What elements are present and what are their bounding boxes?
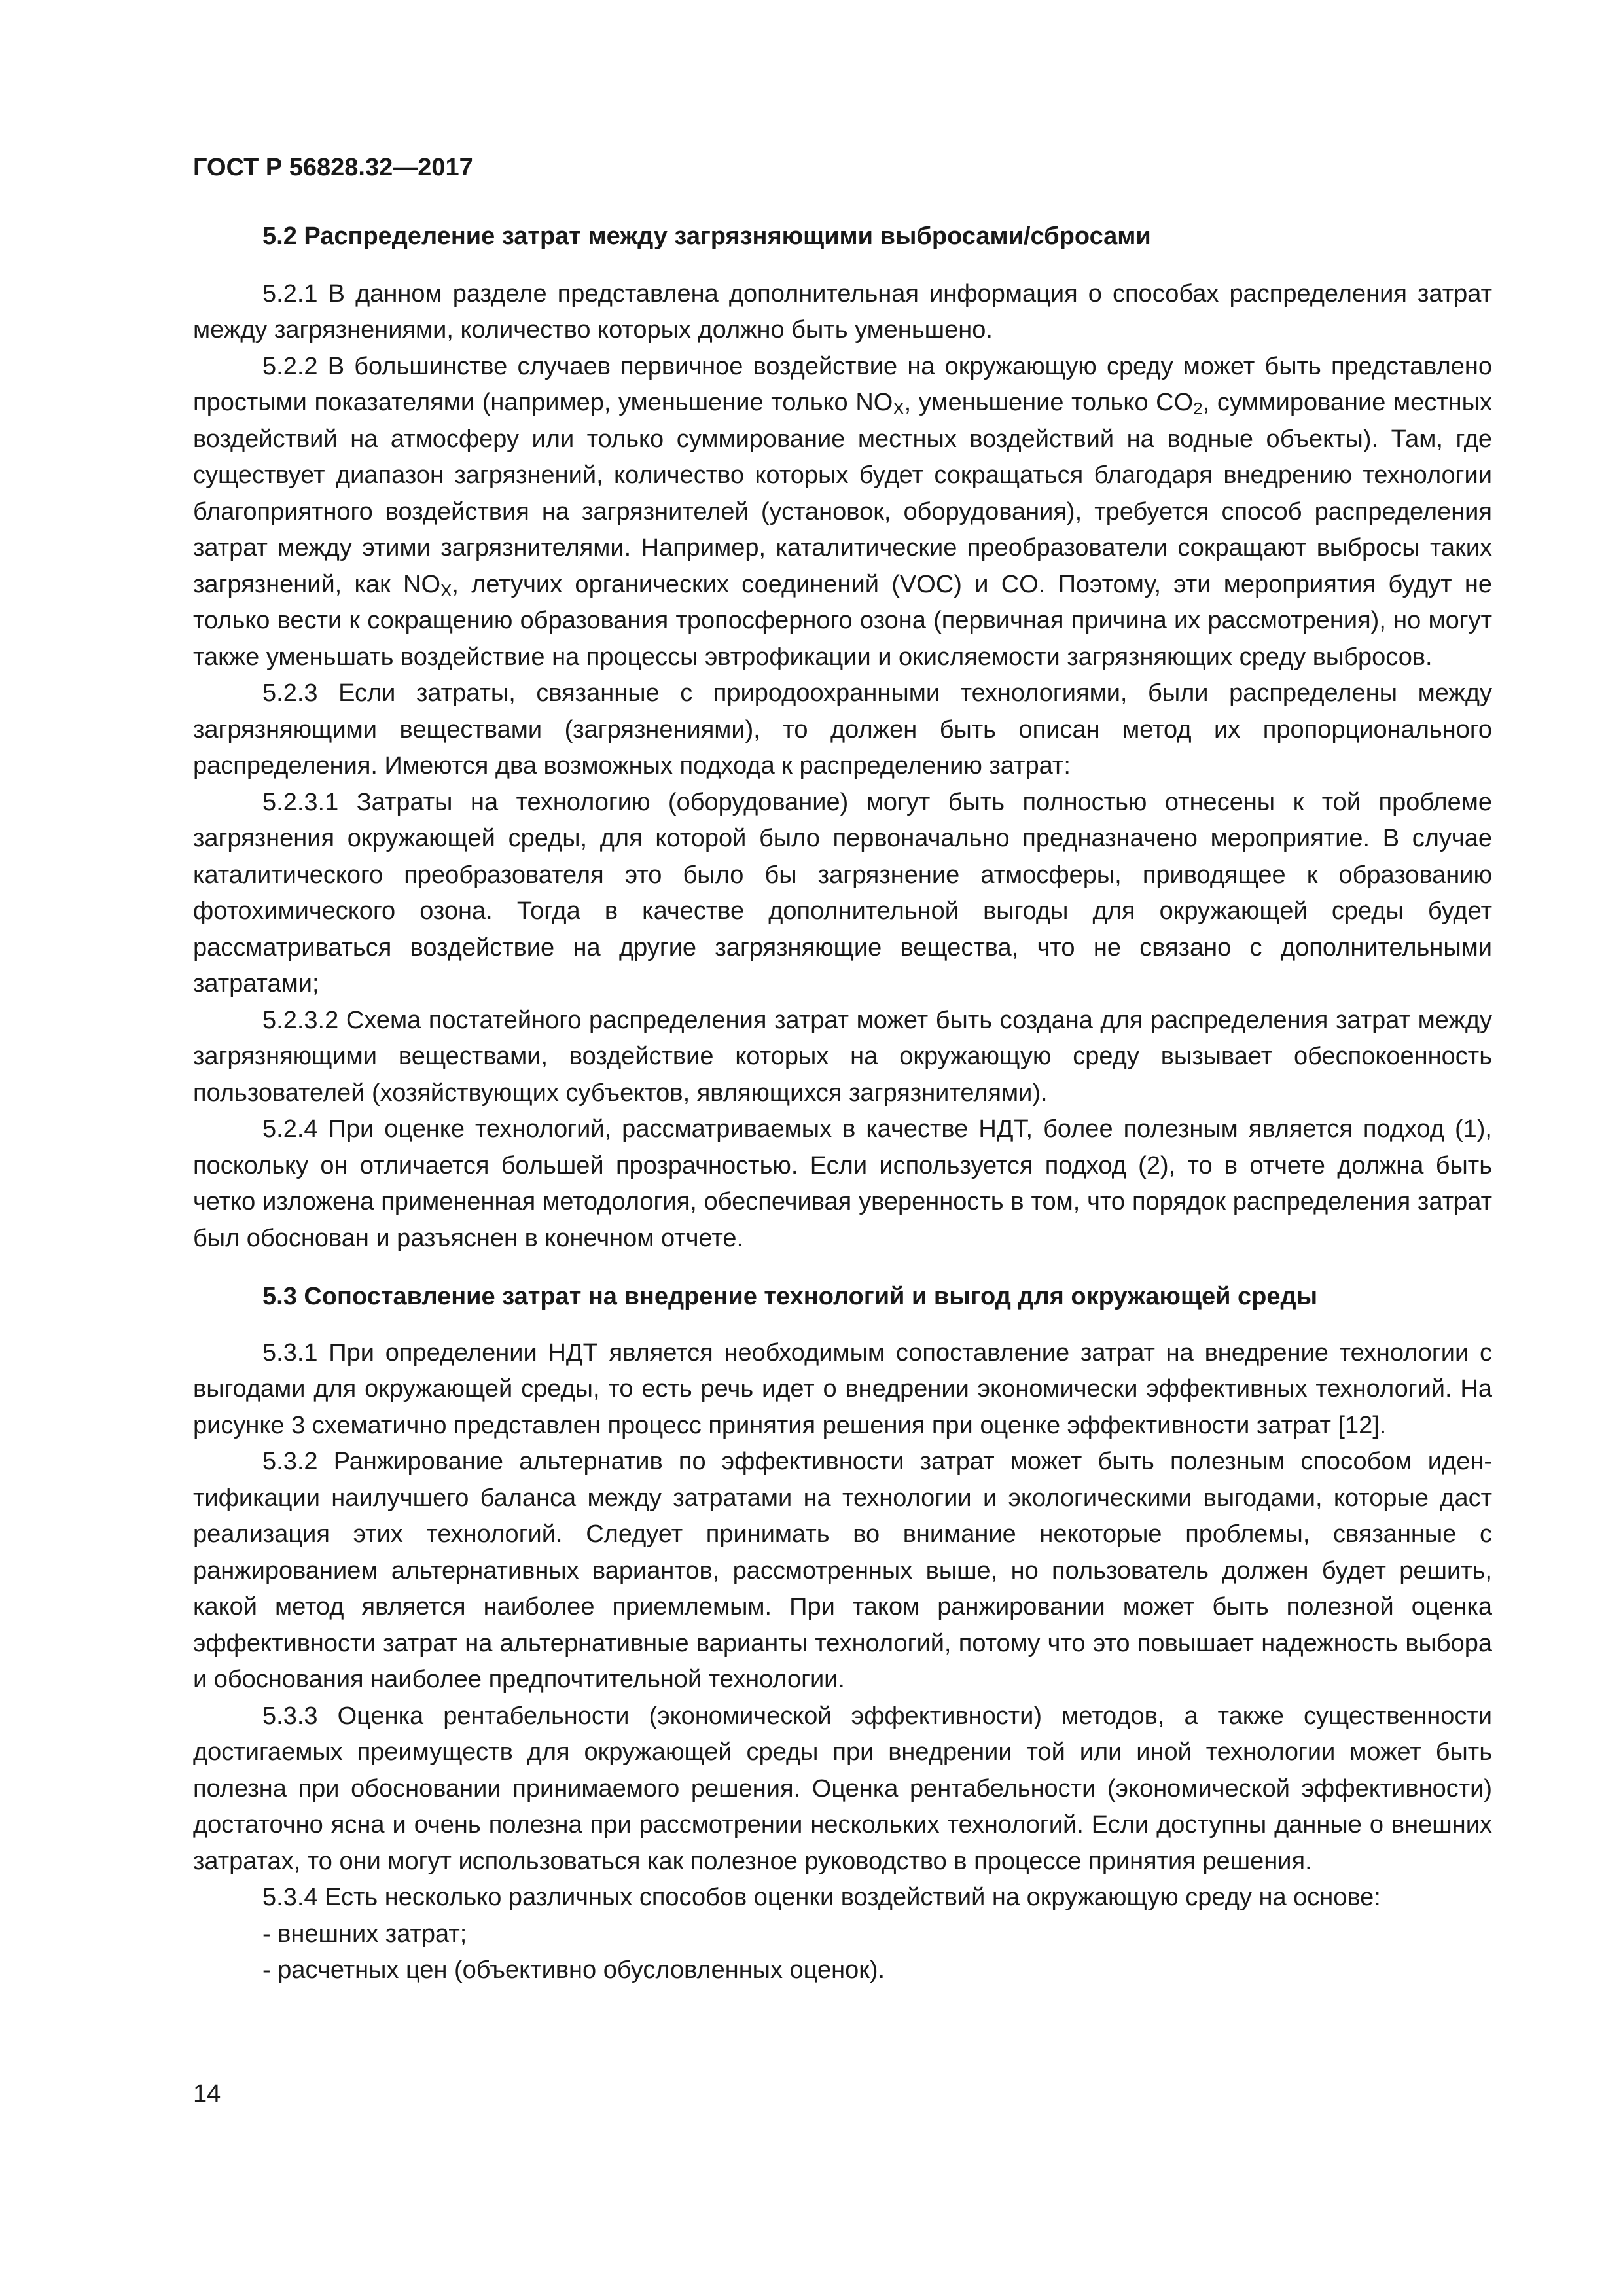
section-title-5-2: 5.2 Распределение затрат между загрязняющими выбросами/сбросами — [262, 223, 1151, 250]
subscript-2: 2 — [1193, 399, 1203, 418]
paragraph-5-2-2-part: , летучих органических соединений (VOC) и CO. Поэтому, эти мероприятия будут не только вести к сокращению образования тропосферного озона (первичная причина их рассмотрения), но могут также уменьшать воздействие на процессы эвтрофикации и окисляемости загрязняющих среду выбросов. — [193, 570, 1492, 671]
paragraph-5-2-2-part: 5.2.2 В большинстве случаев первичное воздействие на окружающую среду может быть представлено простыми показателями (например, уменьшение только NO — [193, 352, 1492, 416]
paragraph-5-3-3: 5.3.3 Оценка рентабельности (экономической эффективности) методов, а также существенности достигаемых преимуществ для окружающей среды при внедрении той или иной технологии может быть полезна при обосновании принимаемого решения. Оценка рентабельности (экономической эффективности) достаточно ясна и очень полезна при рассмотрении нескольких технологий. Если доступны данные о внешних затратах, то они могут использоваться как полезное руководство в процессе принятия решения. — [193, 1702, 1492, 1875]
page-number: 14 — [193, 2080, 221, 2108]
document-code: ГОСТ Р 56828.32—2017 — [193, 154, 473, 181]
paragraph-5-3-1: 5.3.1 При определении НДТ является необходимым сопоставление затрат на внедрение технологии с выгодами для окружающей среды, то есть речь идет о внедрении экономически эффективных технологий. На рисунке 3 схематично представлен процесс принятия решения при оценке эффективности затрат [12]. — [193, 1338, 1492, 1439]
section-title-5-3: 5.3 Сопоставление затрат на внедрение технологий и выгод для окружающей среды — [262, 1283, 1318, 1310]
subscript-x: X — [440, 580, 452, 600]
paragraph-5-2-2 — [193, 349, 1492, 676]
paragraph-5-2-2-part: , суммирование местных воздействий на атмосферу или только суммирование местных воздействий на водные объекты). Там, где существует диапазон загрязнений, количество которых будет сокращаться благодаря внедрению технологии благоприятного воздействия на загрязнителей (установок, оборудования), требуется способ распределения затрат между этими загрязнителями. Например, каталитические преобразователи сокращают выбросы таких загрязнений, как NO — [193, 389, 1492, 598]
paragraph-5-2-1: 5.2.1 В данном разделе представлена дополнительная информация о способах распределения затрат между загрязнениями, количество которых должно быть уменьшено. — [193, 279, 1492, 344]
paragraph-5-2-3-1: 5.2.3.1 Затраты на технологию (оборудование) могут быть полностью отнесены к той проблеме загрязнения окружающей среды, для которой было первоначально предназначено мероприятие. В случае каталитического преобразователя это было бы загрязнение атмосферы, приводящее к образованию фотохимического озона. Тогда в качестве дополнительной выгоды для окружающей среды будет рассматриваться воздействие на другие загрязняющие вещества, что не связано с дополнительными затратами; — [193, 788, 1492, 997]
paragraph-5-3-4: 5.3.4 Есть несколько различных способов оценки воздействий на окружающую среду на основе: — [262, 1884, 1381, 1911]
document-body — [193, 219, 1492, 1989]
list-item: - расчетных цен (объективно обусловленных оценок). — [262, 1956, 885, 1984]
paragraph-5-2-4: 5.2.4 При оценке технологий, рассматриваемых в качестве НДТ, более полезным является подход (1), поскольку он отличается большей прозрачностью. Если используется подход (2), то в отчете должна быть четко изложена примененная методология, обеспечивая уверенность в том, что порядок распределения затрат был обоснован и разъяснен в конечном отчете. — [193, 1115, 1492, 1252]
paragraph-5-3-2: 5.3.2 Ранжирование альтернатив по эффективности затрат может быть полезным способом идентификации наилучшего баланса между затратами на технологии и экологическими выгодами, которые даст реализация этих технологий. Следует принимать во внимание некоторые проблемы, связанные с ранжированием альтернативных вариантов, рассмотренных выше, но пользователь должен будет решить, какой метод является наиболее приемлемым. При таком ранжировании может быть полезной оценка эффективности затрат на альтернативные варианты технологий, потому что это повышает надежность выбора и обоснования наиболее предпочтительной технологии. — [193, 1448, 1492, 1693]
subscript-x: X — [893, 399, 904, 418]
paragraph-5-2-3-2: 5.2.3.2 Схема постатейного распределения затрат может быть создана для распределения затрат между загрязняющими веществами, воздействие которых на окружающую среду вызывает обеспокоенность пользователей (хозяйствующих субъектов, являющихся загрязнителями). — [193, 1006, 1492, 1107]
paragraph-5-2-3: 5.2.3 Если затраты, связанные с природоохранными технологиями, были распределены между загрязняющими веществами (загрязнениями), то должен быть описан метод их пропорционального распределения. Имеются два возможных подхода к распределению затрат: — [193, 679, 1492, 780]
list-item: - внешних затрат; — [262, 1920, 467, 1948]
paragraph-5-2-2-part: , уменьшение только CO — [904, 389, 1194, 416]
